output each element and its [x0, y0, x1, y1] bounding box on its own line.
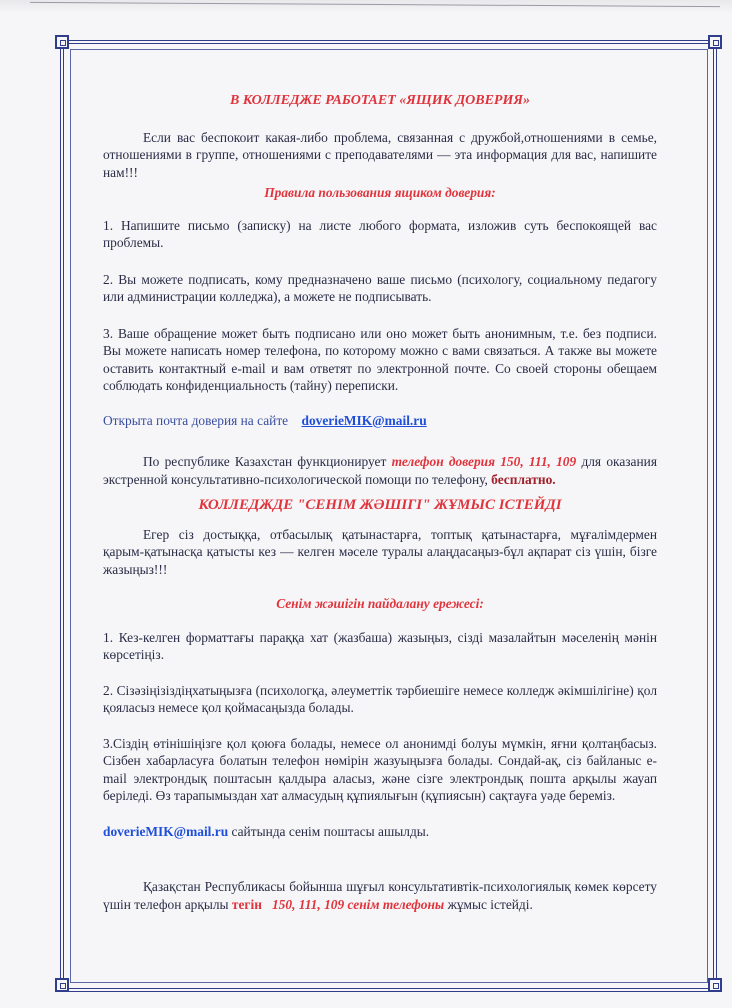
ru-hotline-phone: телефон доверия 150, 111, 109 [391, 454, 577, 469]
kz-mail-line [103, 823, 657, 841]
kz-mail-label: сайтында сенім поштасы ашылды. [231, 823, 430, 839]
frame-corner-ornament [55, 35, 69, 49]
frame-corner-ornament [708, 978, 722, 992]
kz-title: КОЛЛЕДЖДЕ "СЕНІМ ЖӘШІГІ" ЖҰМЫС ІСТЕЙДІ [198, 497, 562, 513]
ru-hotline-free: бесплатно. [491, 471, 556, 487]
kz-rules-title: Сенім жәшігін пайдалану ережесі: [276, 596, 484, 611]
ru-mail-link[interactable]: doverieMIK@mail.ru [301, 412, 427, 428]
ru-title: В КОЛЛЕДЖЕ РАБОТАЕТ «ЯЩИК ДОВЕРИЯ» [229, 93, 531, 108]
kz-hotline-phone: 150, 111, 109 сенім телефоны [271, 896, 445, 912]
kz-rule-3: 3.Сіздің өтінішіңізге қол қоюға болады, немесе ол анонимді болуы мүмкін, яғни қолтаңбасыз. Сізбен хабарласуға болатын телефон нөмірін жазуыңызға болады. Сондай-ақ, сіз байланыс e-mail электрондық поштасын қалдыра аласыз, және сізге электрондық пошта арқылы жауап беріледі. Өз тарапымыздан хат алмасудың құпиялығын (құпиясын) сақтауға уәде береміз. [103, 735, 657, 803]
document-body [103, 92, 657, 913]
ru-rule-1: 1. Напишите письмо (записку) на листе любого формата, изложив суть беспокоящей вас проблемы. [103, 217, 657, 250]
scan-line [30, 2, 720, 7]
kz-hotline-post: жұмыс істейді. [447, 896, 533, 912]
ru-hotline-pre: По республике Казахстан функционирует [143, 454, 387, 469]
frame-corner-ornament [708, 35, 722, 49]
kz-hotline [103, 878, 657, 913]
kz-intro: Егер сіз достыққа, отбасылық қатынастарға, топтық қатынастарға, мұғалімдермен қарым-қатынасқа қатысты кез — келген мәселе туралы алаңдасаңыз-бұл ақпарат сіз үшін, бізге жазыңыз!!! [103, 526, 657, 577]
ru-rules-title: Правила пользования ящиком доверия: [264, 185, 496, 200]
ru-rule-2: 2. Вы можете подписать, кому предназначено ваше письмо (психологу, социальному педагогу или администрации колледжа), а можете не подписывать. [103, 271, 657, 304]
kz-mail-link[interactable]: doverieMIK@mail.ru [103, 823, 229, 839]
frame-corner-ornament [55, 978, 69, 992]
ru-mail-label: Открыта почта доверия на сайте [103, 412, 289, 428]
ru-intro: Если вас беспокоит какая-либо проблема, связанная с дружбой,отношениями в семье, отношениями в группе, отношениями с преподавателями — эта информация для вас, напишите нам!!! [103, 129, 657, 180]
ru-mail-line [103, 412, 657, 430]
ru-hotline-mid: для оказания экстренной консультативно-психологической помощи по телефону, [103, 454, 657, 487]
kz-rule-1: 1. Кез-келген форматтағы параққа хат (жазбаша) жазыңыз, сізді мазалайтын мәселенің мәнін көрсетіңіз. [103, 629, 657, 662]
kz-rule-2: 2. Сізәзіңізіздіңхатыңызға (психологқа, әлеуметтік тәрбиешіге немесе колледж әкімшілігіне) қол қояласыз немесе қол қоймасаңызда болады. [103, 682, 657, 715]
ru-rule-3: 3. Ваше обращение может быть подписано или оно может быть анонимным, т.е. без подписи. Вы можете написать номер телефона, по которому можно с вами связаться. А также вы можете оставить контактный e-mail и вам ответят по электронной почте. Со своей стороны обещаем соблюдать конфиденциальность (тайну) переписки. [103, 325, 657, 393]
kz-hotline-pre: Қазақстан Республикасы бойынша шұғыл консультативтік-психологиялық көмек көрсету үшін телефон арқылы [103, 879, 657, 912]
ru-hotline [103, 453, 657, 488]
kz-hotline-free: тегін [231, 896, 262, 912]
scan-edge [0, 0, 732, 14]
